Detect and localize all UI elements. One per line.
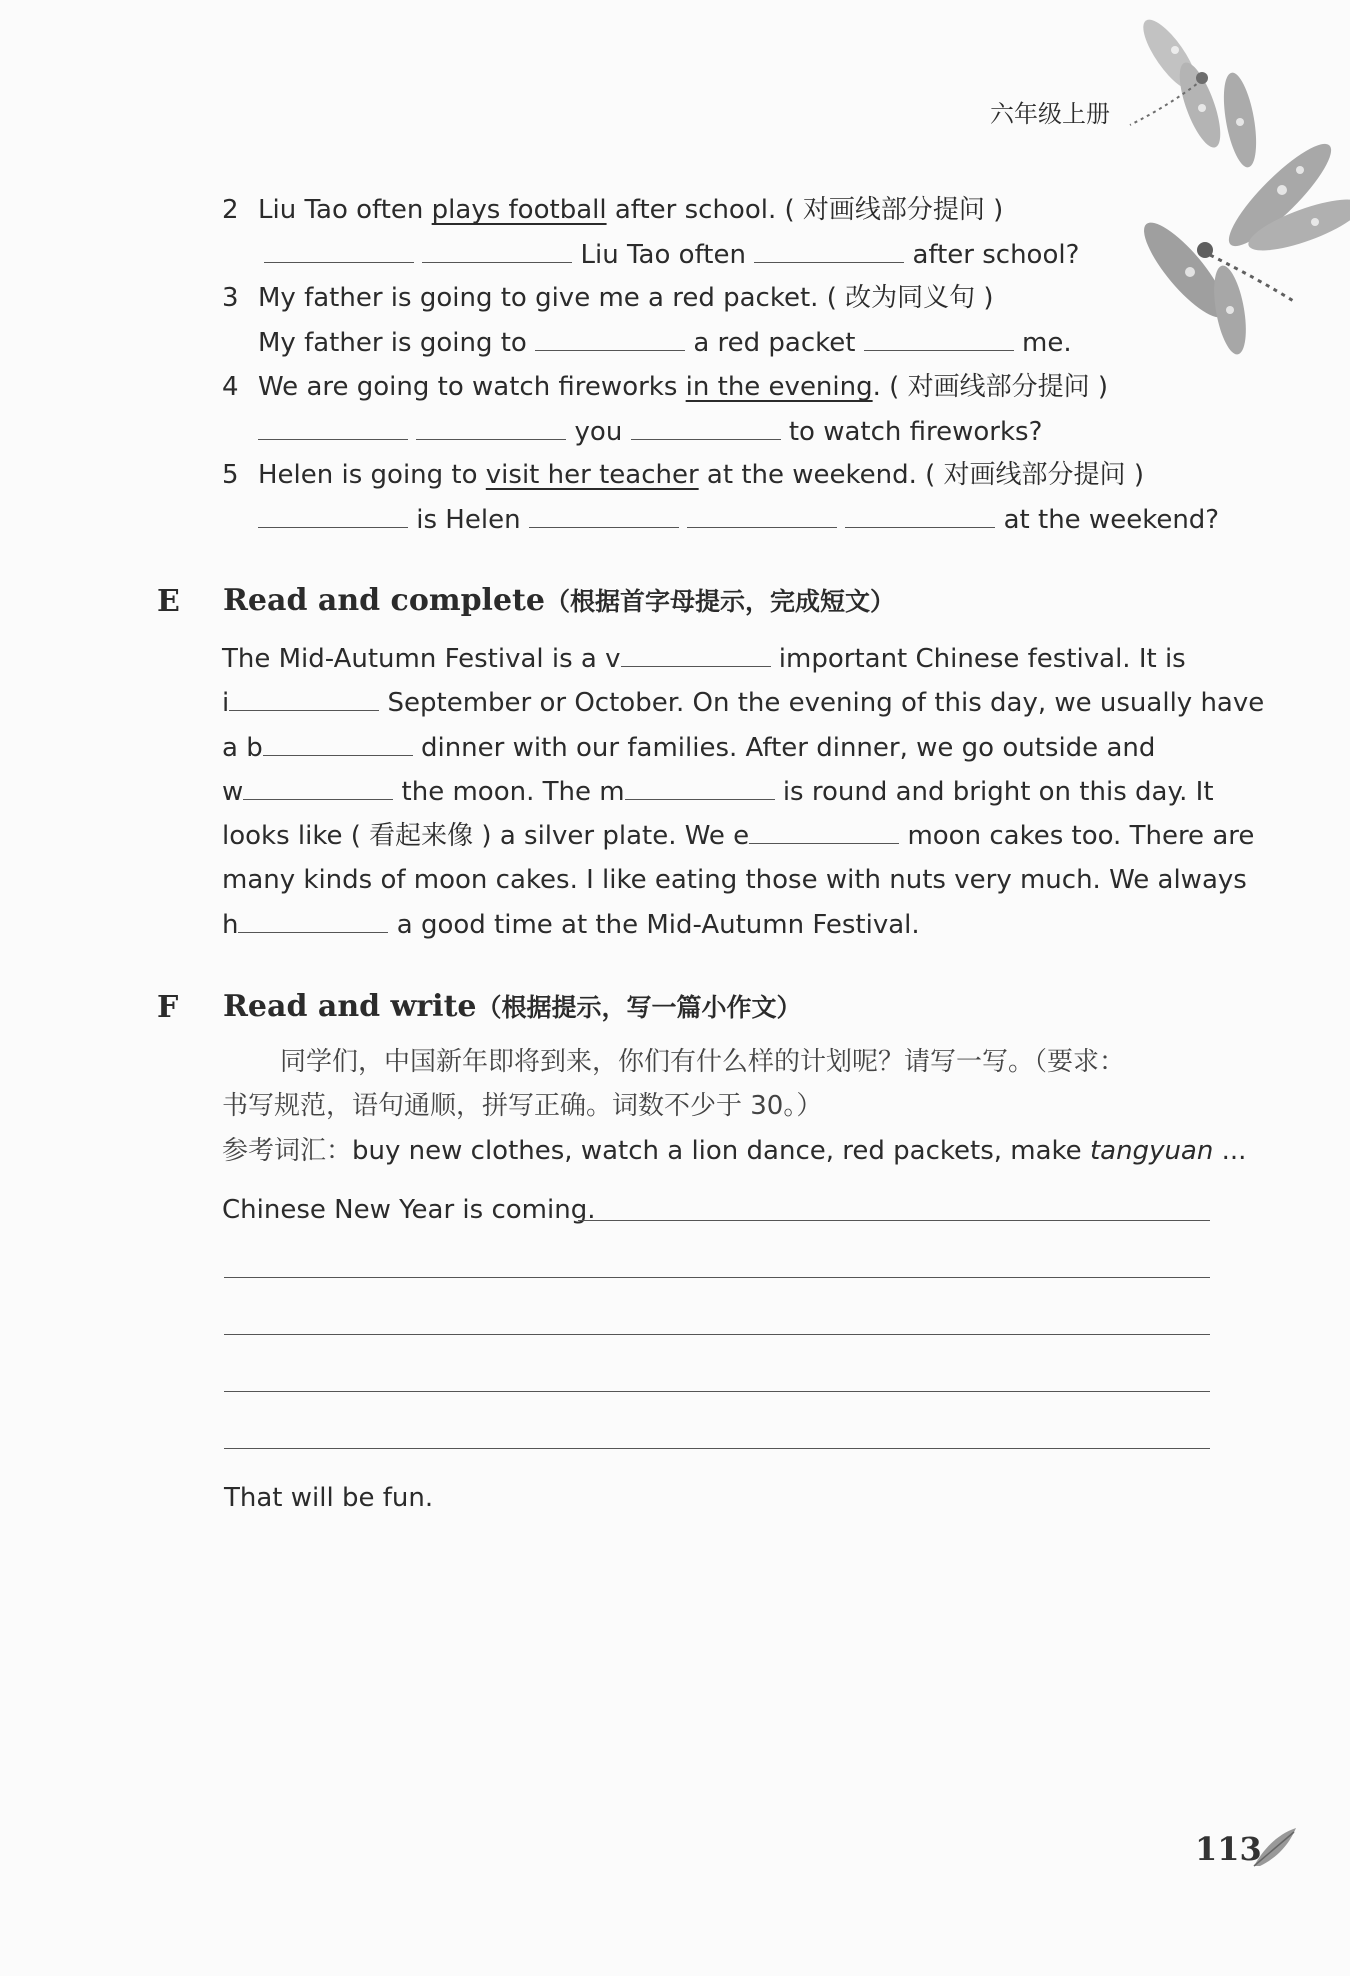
answer-blank[interactable] <box>229 686 379 711</box>
section-e-subtitle: （根据首字母提示，完成短文） <box>544 587 895 616</box>
answer-line-4: you to watch fireworks? <box>258 415 1042 448</box>
reference-vocabulary: 参考词汇：buy new clothes, watch a lion dance, red packets, make tangyuan ... <box>222 1136 1247 1166</box>
question-5: 5 Helen is going to visit her teacher at the weekend. ( 对画线部分提问 ) <box>222 460 1144 490</box>
answer-blank[interactable] <box>625 775 775 800</box>
dragonfly-illustration <box>1090 10 1350 390</box>
leaf-icon <box>1250 1826 1300 1870</box>
writing-line[interactable] <box>224 1277 1210 1278</box>
answer-line-3: My father is going to a red packet me. <box>258 328 1072 358</box>
passage-line-3: a b dinner with our families. After dinner, we go outside and <box>222 733 1156 763</box>
answer-line-2: Liu Tao often after school? <box>264 238 1079 271</box>
writing-line[interactable] <box>224 1334 1210 1335</box>
writing-instruction-1: 同学们，中国新年即将到来，你们有什么样的计划呢？请写一写。（要求： <box>280 1047 1126 1077</box>
answer-blank[interactable] <box>621 642 771 667</box>
question-2: 2 Liu Tao often plays football after school. ( 对画线部分提问 ) <box>222 195 1004 225</box>
answer-blank[interactable] <box>529 503 679 528</box>
writing-line[interactable] <box>578 1220 1210 1221</box>
vocab-label: 参考词汇： <box>222 1136 353 1166</box>
question-3: 3 My father is going to give me a red packet. ( 改为同义句 ) <box>222 283 994 313</box>
answer-blank[interactable] <box>258 415 408 440</box>
section-e-heading <box>223 582 895 618</box>
passage-line-1: The Mid-Autumn Festival is a v important Chinese festival. It is <box>222 644 1186 674</box>
answer-blank[interactable] <box>535 326 685 351</box>
essay-closing: That will be fun. <box>224 1483 434 1513</box>
section-f-letter: F <box>157 990 179 1025</box>
passage-line-6: many kinds of moon cakes. I like eating those with nuts very much. We always <box>222 865 1247 895</box>
answer-blank[interactable] <box>845 503 995 528</box>
answer-blank[interactable] <box>416 415 566 440</box>
answer-blank[interactable] <box>422 238 572 263</box>
answer-blank[interactable] <box>238 908 388 933</box>
passage-line-2: i September or October. On the evening of this day, we usually have <box>222 688 1265 718</box>
answer-blank[interactable] <box>687 503 837 528</box>
writing-instruction-2: 书写规范，语句通顺，拼写正确。词数不少于 30。） <box>222 1091 823 1121</box>
underlined-phrase: plays football <box>431 195 607 225</box>
answer-blank[interactable] <box>864 326 1014 351</box>
underlined-phrase: visit her teacher <box>485 460 699 490</box>
answer-blank[interactable] <box>258 503 408 528</box>
section-f-subtitle: （根据提示，写一篇小作文） <box>476 993 802 1022</box>
passage-line-7: h a good time at the Mid-Autumn Festival. <box>222 910 920 940</box>
question-number: 4 <box>222 372 239 402</box>
writing-line[interactable] <box>224 1391 1210 1392</box>
essay-opening: Chinese New Year is coming. <box>222 1195 596 1225</box>
section-e-title: Read and complete <box>223 583 545 618</box>
book-level-header: 六年级上册 <box>990 100 1110 128</box>
section-e-letter: E <box>157 584 180 619</box>
answer-blank[interactable] <box>631 415 781 440</box>
answer-blank[interactable] <box>243 775 393 800</box>
answer-line-5: is Helen at the weekend? <box>258 503 1219 536</box>
question-number: 2 <box>222 195 239 225</box>
underlined-phrase: in the evening <box>685 372 873 402</box>
answer-blank[interactable] <box>264 238 414 263</box>
page-number: 113 <box>1195 1830 1262 1868</box>
passage-line-5: looks like ( 看起来像 ) a silver plate. We e moon cakes too. There are <box>222 821 1255 851</box>
question-number: 3 <box>222 283 239 313</box>
section-f-title: Read and write <box>223 989 477 1024</box>
answer-blank[interactable] <box>263 731 413 756</box>
writing-line[interactable] <box>224 1448 1210 1449</box>
question-4: 4 We are going to watch fireworks in the evening. ( 对画线部分提问 ) <box>222 372 1108 402</box>
passage-line-4: w the moon. The m is round and bright on this day. It <box>222 777 1214 807</box>
answer-blank[interactable] <box>749 819 899 844</box>
answer-blank[interactable] <box>754 238 904 263</box>
section-f-heading <box>223 988 802 1024</box>
question-number: 5 <box>222 460 239 490</box>
